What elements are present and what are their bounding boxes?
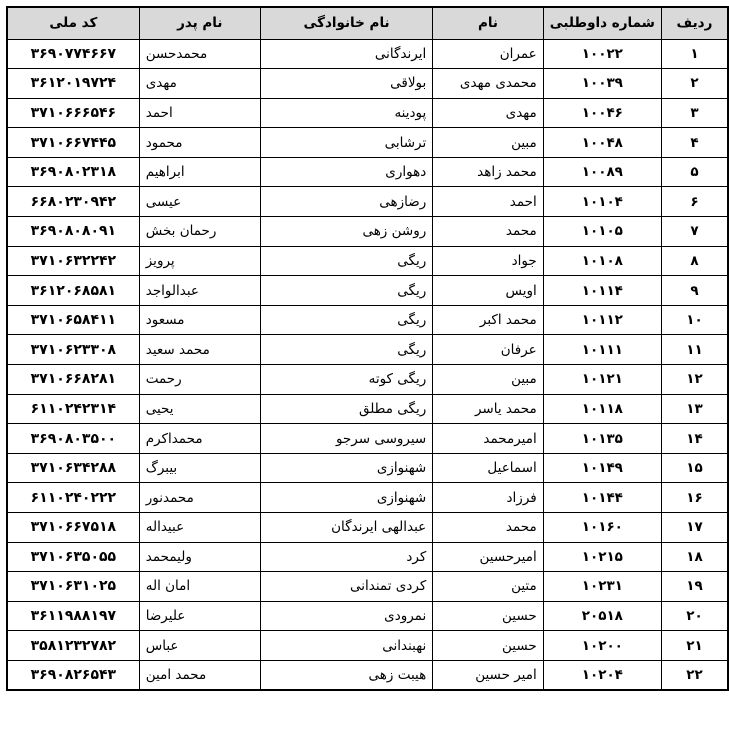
table-row [7, 128, 728, 158]
cell-volunteer-number: ۱۰۰۴۸ [543, 128, 661, 158]
cell-first-name: اسماعیل [433, 453, 543, 483]
table-row [7, 98, 728, 128]
cell-volunteer-number: ۱۰۲۳۱ [543, 572, 661, 602]
header-father-name: نام پدر [139, 7, 260, 39]
cell-father-name: مسعود [139, 305, 260, 335]
cell-last-name: ریگی [260, 246, 432, 276]
cell-volunteer-number: ۱۰۱۴۴ [543, 483, 661, 513]
cell-national-code: ۳۶۹۰۸۲۶۵۴۳ [7, 660, 139, 690]
cell-row-number: ۶ [661, 187, 728, 217]
cell-volunteer-number: ۱۰۰۸۹ [543, 157, 661, 187]
cell-first-name: امیر حسین [433, 660, 543, 690]
table-row [7, 601, 728, 631]
table-row [7, 217, 728, 247]
cell-last-name: کردی تمندانی [260, 572, 432, 602]
cell-first-name: امیرحسین [433, 542, 543, 572]
cell-national-code: ۳۶۹۰۸۰۸۰۹۱ [7, 217, 139, 247]
cell-national-code: ۶۱۱۰۲۴۰۲۲۲ [7, 483, 139, 513]
cell-first-name: حسین [433, 601, 543, 631]
cell-volunteer-number: ۱۰۲۱۵ [543, 542, 661, 572]
table-row [7, 542, 728, 572]
cell-first-name: عرفان [433, 335, 543, 365]
cell-row-number: ۵ [661, 157, 728, 187]
cell-national-code: ۳۶۹۰۸۰۳۵۰۰ [7, 424, 139, 454]
cell-row-number: ۱۳ [661, 394, 728, 424]
cell-volunteer-number: ۱۰۲۰۴ [543, 660, 661, 690]
cell-last-name: سیروسی سرجو [260, 424, 432, 454]
cell-first-name: عمران [433, 39, 543, 69]
cell-father-name: محمداکرم [139, 424, 260, 454]
cell-volunteer-number: ۱۰۰۴۶ [543, 98, 661, 128]
cell-volunteer-number: ۱۰۱۱۱ [543, 335, 661, 365]
cell-father-name: رحمت [139, 365, 260, 395]
header-last-name: نام خانوادگی [260, 7, 432, 39]
cell-father-name: رحمان بخش [139, 217, 260, 247]
cell-last-name: کرد [260, 542, 432, 572]
cell-father-name: ولیمحمد [139, 542, 260, 572]
cell-last-name: روشن زهی [260, 217, 432, 247]
cell-last-name: ریگی مطلق [260, 394, 432, 424]
cell-national-code: ۳۷۱۰۶۳۵۰۵۵ [7, 542, 139, 572]
table-row [7, 365, 728, 395]
cell-last-name: ریگی [260, 305, 432, 335]
cell-volunteer-number: ۱۰۱۰۸ [543, 246, 661, 276]
cell-last-name: ترشابی [260, 128, 432, 158]
cell-volunteer-number: ۱۰۱۰۴ [543, 187, 661, 217]
table-row [7, 660, 728, 690]
cell-volunteer-number: ۱۰۰۲۲ [543, 39, 661, 69]
cell-father-name: محمدحسن [139, 39, 260, 69]
cell-national-code: ۳۷۱۰۶۲۳۳۰۸ [7, 335, 139, 365]
cell-national-code: ۳۷۱۰۶۶۷۵۱۸ [7, 513, 139, 543]
cell-first-name: فرزاد [433, 483, 543, 513]
cell-last-name: شهنوازی [260, 483, 432, 513]
cell-last-name: نهبندانی [260, 631, 432, 661]
cell-national-code: ۳۷۱۰۶۳۱۰۲۵ [7, 572, 139, 602]
cell-row-number: ۱۵ [661, 453, 728, 483]
volunteer-table [6, 6, 729, 691]
cell-national-code: ۳۷۱۰۶۵۸۴۱۱ [7, 305, 139, 335]
table-row [7, 246, 728, 276]
cell-volunteer-number: ۱۰۱۲۱ [543, 365, 661, 395]
table-body [7, 39, 728, 690]
cell-row-number: ۷ [661, 217, 728, 247]
cell-row-number: ۸ [661, 246, 728, 276]
cell-national-code: ۶۱۱۰۲۴۲۳۱۴ [7, 394, 139, 424]
cell-first-name: اویس [433, 276, 543, 306]
cell-volunteer-number: ۱۰۱۳۵ [543, 424, 661, 454]
cell-national-code: ۳۶۹۰۸۰۲۳۱۸ [7, 157, 139, 187]
cell-row-number: ۱۷ [661, 513, 728, 543]
header-national-code: کد ملی [7, 7, 139, 39]
cell-row-number: ۲ [661, 69, 728, 99]
cell-national-code: ۳۶۱۲۰۶۸۵۸۱ [7, 276, 139, 306]
cell-first-name: مهدی [433, 98, 543, 128]
cell-father-name: مهدی [139, 69, 260, 99]
cell-father-name: پرویز [139, 246, 260, 276]
table-row [7, 157, 728, 187]
header-row-number: ردیف [661, 7, 728, 39]
header-row [7, 7, 728, 39]
cell-first-name: احمد [433, 187, 543, 217]
header-first-name: نام [433, 7, 543, 39]
cell-national-code: ۳۷۱۰۶۶۶۵۴۶ [7, 98, 139, 128]
cell-last-name: رضازهی [260, 187, 432, 217]
cell-first-name: حسین [433, 631, 543, 661]
table-row [7, 483, 728, 513]
cell-last-name: شهنوازی [260, 453, 432, 483]
cell-father-name: بیبرگ [139, 453, 260, 483]
cell-last-name: هیبت زهی [260, 660, 432, 690]
cell-father-name: محمد امین [139, 660, 260, 690]
table-row [7, 335, 728, 365]
cell-last-name: دهواری [260, 157, 432, 187]
cell-first-name: محمد یاسر [433, 394, 543, 424]
cell-row-number: ۱۲ [661, 365, 728, 395]
cell-first-name: امیرمحمد [433, 424, 543, 454]
table-row [7, 424, 728, 454]
cell-volunteer-number: ۱۰۱۶۰ [543, 513, 661, 543]
table-row [7, 305, 728, 335]
cell-first-name: محمد اکبر [433, 305, 543, 335]
cell-father-name: محمدنور [139, 483, 260, 513]
table-row [7, 513, 728, 543]
cell-national-code: ۳۶۱۲۰۱۹۷۲۴ [7, 69, 139, 99]
cell-father-name: احمد [139, 98, 260, 128]
table-row [7, 69, 728, 99]
cell-row-number: ۱۸ [661, 542, 728, 572]
cell-volunteer-number: ۱۰۱۱۸ [543, 394, 661, 424]
cell-row-number: ۹ [661, 276, 728, 306]
cell-last-name: نمرودی [260, 601, 432, 631]
cell-row-number: ۳ [661, 98, 728, 128]
table-row [7, 276, 728, 306]
table-row [7, 572, 728, 602]
cell-row-number: ۲۱ [661, 631, 728, 661]
cell-national-code: ۶۶۸۰۲۳۰۹۴۲ [7, 187, 139, 217]
cell-row-number: ۱۹ [661, 572, 728, 602]
cell-volunteer-number: ۱۰۱۴۹ [543, 453, 661, 483]
cell-father-name: ابراهیم [139, 157, 260, 187]
cell-father-name: عبیداله [139, 513, 260, 543]
cell-volunteer-number: ۲۰۵۱۸ [543, 601, 661, 631]
cell-last-name: ریگی [260, 276, 432, 306]
cell-first-name: محمد زاهد [433, 157, 543, 187]
cell-row-number: ۱ [661, 39, 728, 69]
table-row [7, 394, 728, 424]
cell-volunteer-number: ۱۰۱۱۲ [543, 305, 661, 335]
cell-national-code: ۳۵۸۱۲۳۲۷۸۲ [7, 631, 139, 661]
cell-volunteer-number: ۱۰۰۳۹ [543, 69, 661, 99]
cell-row-number: ۱۰ [661, 305, 728, 335]
cell-row-number: ۱۴ [661, 424, 728, 454]
cell-last-name: ریگی [260, 335, 432, 365]
cell-last-name: بولاقی [260, 69, 432, 99]
table-row [7, 39, 728, 69]
cell-national-code: ۳۷۱۰۶۶۸۲۸۱ [7, 365, 139, 395]
cell-last-name: پودینه [260, 98, 432, 128]
cell-last-name: عبدالهی ایرندگان [260, 513, 432, 543]
cell-row-number: ۲۲ [661, 660, 728, 690]
cell-volunteer-number: ۱۰۱۱۴ [543, 276, 661, 306]
cell-first-name: متین [433, 572, 543, 602]
cell-national-code: ۳۷۱۰۶۶۷۴۴۵ [7, 128, 139, 158]
table-row [7, 187, 728, 217]
cell-row-number: ۲۰ [661, 601, 728, 631]
table-row [7, 453, 728, 483]
cell-national-code: ۳۷۱۰۶۳۴۲۸۸ [7, 453, 139, 483]
cell-father-name: یحیی [139, 394, 260, 424]
cell-first-name: مبین [433, 365, 543, 395]
cell-national-code: ۳۷۱۰۶۳۲۲۴۲ [7, 246, 139, 276]
cell-volunteer-number: ۱۰۱۰۵ [543, 217, 661, 247]
cell-national-code: ۳۶۱۱۹۸۸۱۹۷ [7, 601, 139, 631]
cell-father-name: محمود [139, 128, 260, 158]
table-row [7, 631, 728, 661]
cell-first-name: محمد [433, 217, 543, 247]
cell-first-name: مبین [433, 128, 543, 158]
cell-last-name: ریگی کوته [260, 365, 432, 395]
cell-father-name: عباس [139, 631, 260, 661]
cell-first-name: محمد [433, 513, 543, 543]
cell-row-number: ۱۱ [661, 335, 728, 365]
cell-father-name: محمد سعید [139, 335, 260, 365]
cell-first-name: جواد [433, 246, 543, 276]
cell-first-name: محمدی مهدی [433, 69, 543, 99]
cell-row-number: ۱۶ [661, 483, 728, 513]
cell-father-name: امان اله [139, 572, 260, 602]
header-volunteer-number: شماره داوطلبی [543, 7, 661, 39]
cell-father-name: علیرضا [139, 601, 260, 631]
cell-volunteer-number: ۱۰۲۰۰ [543, 631, 661, 661]
cell-last-name: ایرندگانی [260, 39, 432, 69]
cell-father-name: عیسی [139, 187, 260, 217]
cell-national-code: ۳۶۹۰۷۷۴۶۶۷ [7, 39, 139, 69]
cell-father-name: عبدالواجد [139, 276, 260, 306]
cell-row-number: ۴ [661, 128, 728, 158]
